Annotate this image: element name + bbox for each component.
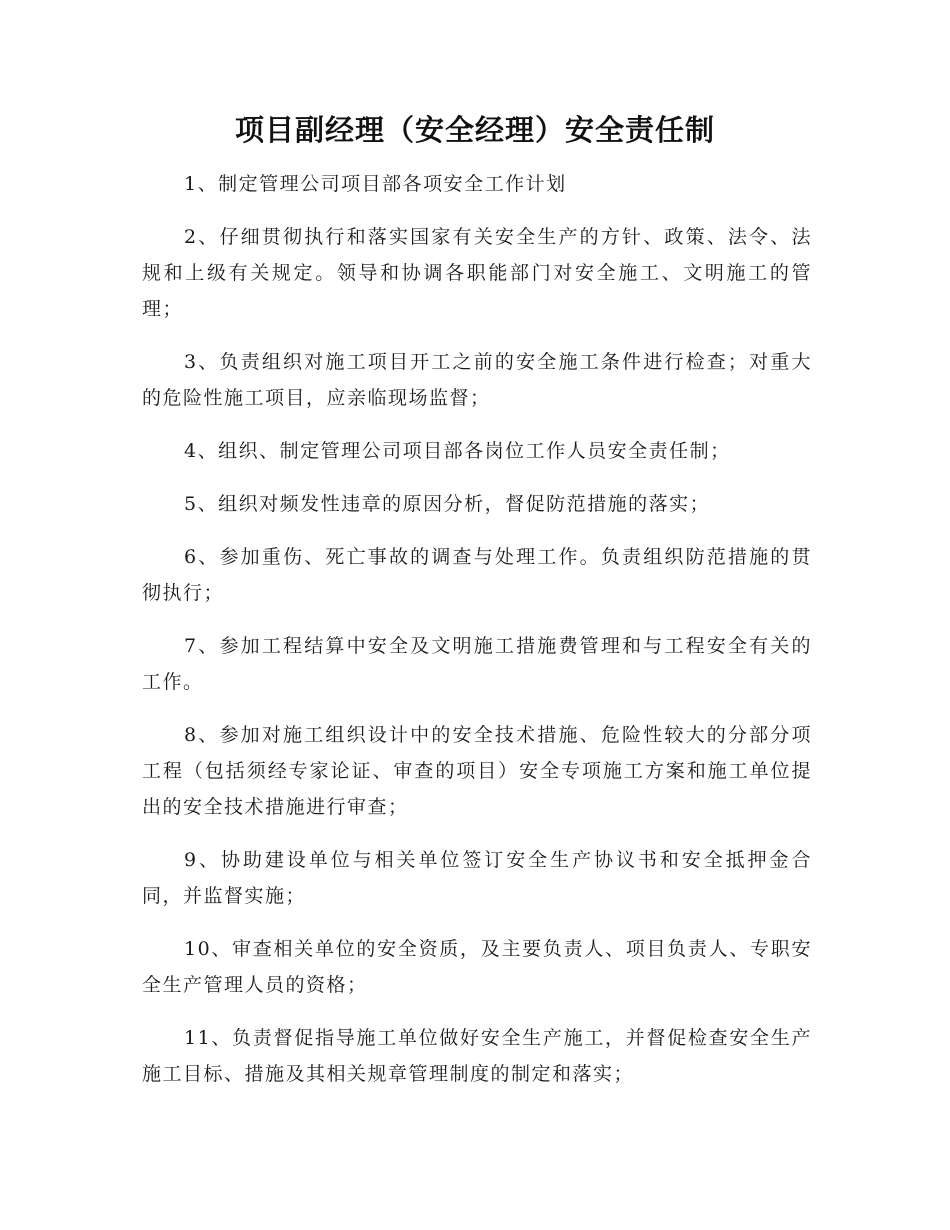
paragraph-1: 1、制定管理公司项目部各项安全工作计划 [184,173,567,195]
paragraph-7: 7、参加工程结算中安全及文明施工措施费管理和与工程安全有关的工作。 [142,635,812,693]
paragraph-2: 2、仔细贯彻执行和落实国家有关安全生产的方针、政策、法令、法规和上级有关规定。领导和协调各职能部门对安全施工、文明施工的管理； [142,226,812,320]
paragraph-4: 4、组织、制定管理公司项目部各岗位工作人员安全责任制； [184,440,731,462]
paragraph-6: 6、参加重伤、死亡事故的调查与处理工作。负责组织防范措施的贯彻执行； [142,546,812,604]
document-body [142,166,812,1109]
paragraph-8: 8、参加对施工组织设计中的安全技术措施、危险性较大的分部分项工程（包括须经专家论证、审查的项目）安全专项施工方案和施工单位提出的安全技术措施进行审查； [142,724,812,818]
paragraph-5: 5、组织对频发性违章的原因分析，督促防范措施的落实； [184,493,711,515]
paragraph-10: 10、审查相关单位的安全资质，及主要负责人、项目负责人、专职安全生产管理人员的资格； [142,938,812,996]
paragraph-11: 11、负责督促指导施工单位做好安全生产施工，并督促检查安全生产施工目标、措施及其相关规章管理制度的制定和落实； [142,1027,812,1085]
paragraph-9: 9、协助建设单位与相关单位签订安全生产协议书和安全抵押金合同，并监督实施； [142,849,812,907]
paragraph-3: 3、负责组织对施工项目开工之前的安全施工条件进行检查；对重大的危险性施工项目，应亲临现场监督； [142,351,812,409]
document-title: 项目副经理（安全经理）安全责任制 [234,113,715,147]
